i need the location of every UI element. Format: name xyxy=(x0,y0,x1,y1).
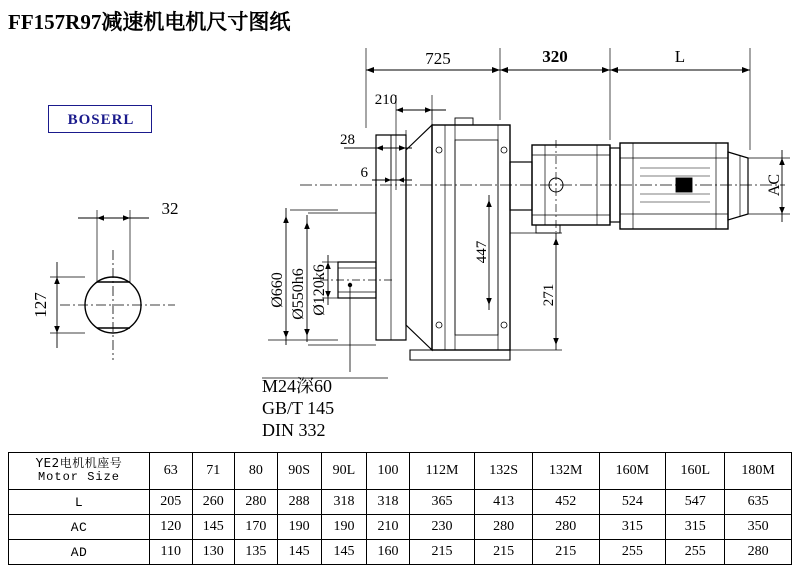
table-cell: 135 xyxy=(235,540,278,565)
table-cell: 315 xyxy=(599,515,666,540)
note-thread-label: M24深60 xyxy=(262,376,333,396)
table-cell: 170 xyxy=(235,515,278,540)
table-cell: 120 xyxy=(150,515,193,540)
table-header-cell: 180M xyxy=(725,453,792,490)
table-cell: 255 xyxy=(666,540,725,565)
table-header-cell: 90L xyxy=(321,453,367,490)
table-cell: 260 xyxy=(192,490,235,515)
table-cell: 452 xyxy=(532,490,599,515)
table-cell: 365 xyxy=(409,490,475,515)
table-cell: 145 xyxy=(192,515,235,540)
table-header-cell: 63 xyxy=(150,453,193,490)
table-header-row xyxy=(9,453,792,490)
table-row-label: AC xyxy=(9,515,150,540)
dim-210-label: 210 xyxy=(374,92,398,108)
table-cell: 210 xyxy=(367,515,410,540)
table-header-cell: 112M xyxy=(409,453,475,490)
table-cell: 288 xyxy=(277,490,321,515)
table-cell: 190 xyxy=(277,515,321,540)
table-row xyxy=(9,515,792,540)
dim-660-label: Ø660 xyxy=(269,272,286,308)
dim-725-label: 725 xyxy=(425,49,451,68)
table-cell: 413 xyxy=(475,490,533,515)
table-header-cell: 80 xyxy=(235,453,278,490)
motor-size-table xyxy=(8,452,792,565)
table-header-cell: 100 xyxy=(367,453,410,490)
table-row-header-title xyxy=(9,453,150,490)
table-cell: 130 xyxy=(192,540,235,565)
table-cell: 215 xyxy=(475,540,533,565)
table-header-label-en: Motor Size xyxy=(37,470,120,484)
dim-28-label: 28 xyxy=(340,132,355,148)
brand-label: BOSERL xyxy=(67,112,135,128)
table-cell: 145 xyxy=(277,540,321,565)
table-cell: 280 xyxy=(532,515,599,540)
table-row xyxy=(9,490,792,515)
table-cell: 350 xyxy=(725,515,792,540)
table-cell: 145 xyxy=(321,540,367,565)
table-header-cell: 160M xyxy=(599,453,666,490)
table-header-cell: 132M xyxy=(532,453,599,490)
note-standard-din-label: DIN 332 xyxy=(262,420,326,440)
dim-6-label: 6 xyxy=(360,165,368,181)
table-cell: 547 xyxy=(666,490,725,515)
table-cell: 315 xyxy=(666,515,725,540)
table-cell: 160 xyxy=(367,540,410,565)
table-cell: 255 xyxy=(599,540,666,565)
table-cell: 230 xyxy=(409,515,475,540)
dim-AC-label: AC xyxy=(766,173,783,197)
table-cell: 280 xyxy=(725,540,792,565)
dim-120k6-label: Ø120k6 xyxy=(311,264,328,316)
dim-550h6-label: Ø550h6 xyxy=(290,268,307,320)
table-cell: 318 xyxy=(321,490,367,515)
table-cell: 280 xyxy=(475,515,533,540)
dim-32-label: 32 xyxy=(161,199,179,218)
dim-271-label: 271 xyxy=(541,283,557,307)
note-standard-gb-label: GB/T 145 xyxy=(262,398,335,418)
table-cell: 524 xyxy=(599,490,666,515)
table-cell: 635 xyxy=(725,490,792,515)
table-header-cell: 71 xyxy=(192,453,235,490)
table-cell: 110 xyxy=(150,540,193,565)
table-cell: 205 xyxy=(150,490,193,515)
dim-320-label: 320 xyxy=(542,47,568,66)
table-header-cell: 160L xyxy=(666,453,725,490)
table-row-label: L xyxy=(9,490,150,515)
table-cell: 215 xyxy=(532,540,599,565)
table-cell: 318 xyxy=(367,490,410,515)
dim-447-label: 447 xyxy=(474,240,490,264)
dim-L-label: L xyxy=(674,47,686,66)
page-title: FF157R97减速机电机尺寸图纸 xyxy=(8,10,291,34)
table-cell: 280 xyxy=(235,490,278,515)
table-cell: 190 xyxy=(321,515,367,540)
table-row-label: AD xyxy=(9,540,150,565)
table-cell: 215 xyxy=(409,540,475,565)
table-header-label-cn: YE2电机机座号 xyxy=(35,456,123,471)
table-header-cell: 90S xyxy=(277,453,321,490)
table-header-cell: 132S xyxy=(475,453,533,490)
dim-127-label: 127 xyxy=(31,292,50,318)
